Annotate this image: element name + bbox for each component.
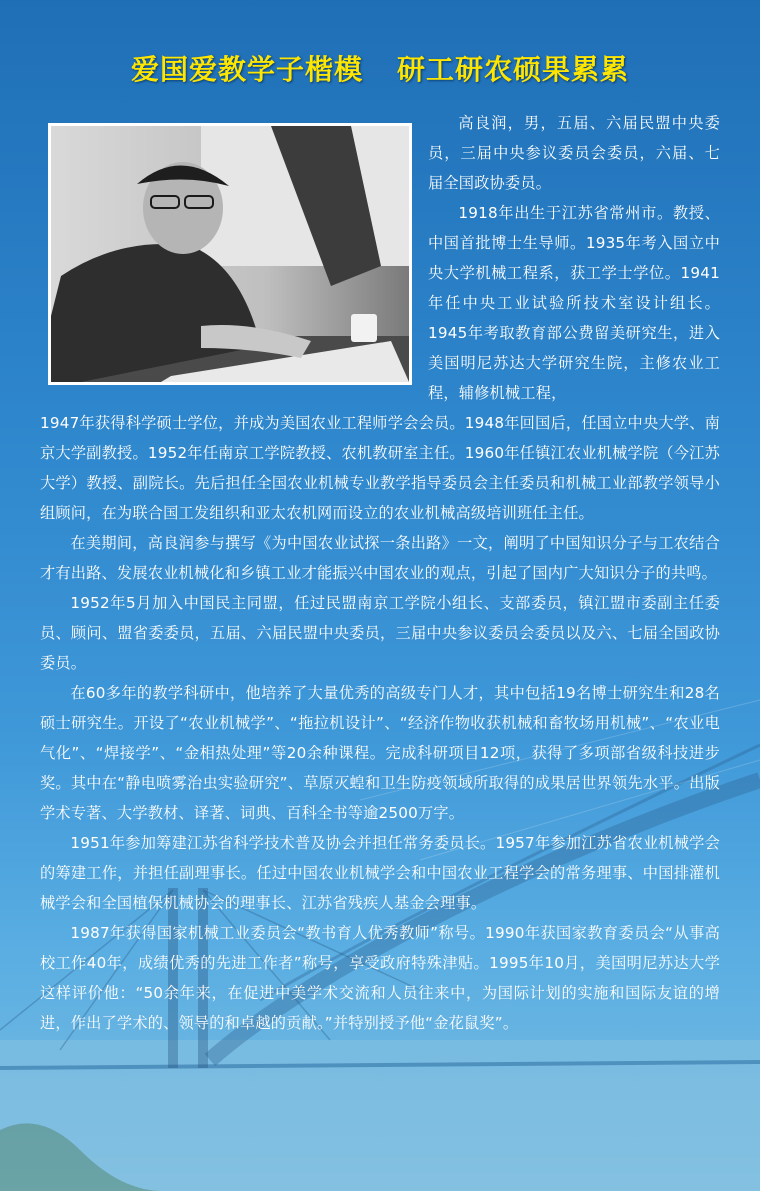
paragraph-3: 在美期间，高良润参与撰写《为中国农业试探一条出路》一文，阐明了中国知识分子与工农结合才有出路、发展农业机械化和乡镇工业才能振兴中国农业的观点，引起了国内广大知识分子的共鸣。	[40, 534, 720, 582]
portrait-photo	[48, 123, 412, 385]
intro-text	[428, 108, 720, 408]
biography-text	[40, 408, 720, 1038]
portrait-image	[51, 126, 409, 382]
title-part-2: 研工研农硕果累累	[397, 53, 630, 86]
paragraph-2-continued: 1947年获得科学硕士学位，并成为美国农业工程师学会会员。1948年回国后，任国立中央大学、南京大学副教授。1952年任南京工学院教授、农机教研室主任。1960年任镇江农业机械学院（今江苏大学）教授、副院长。先后担任全国农业机械专业教学指导委员会主任委员和机械工业部教学领导小组顾问，在为联合国工发组织和亚太农机网而设立的农业机械高级培训班任主任。	[40, 414, 720, 522]
paragraph-5: 在60多年的教学科研中，他培养了大量优秀的高级专门人才，其中包括19名博士研究生和28名硕士研究生。开设了“农业机械学”、“拖拉机设计”、“经济作物收获机械和畜牧场用机械”、“农业电气化”、“焊接学”、“金相热处理”等20余种课程。完成科研项目12项，获得了多项部省级科技进步奖。其中在“静电喷雾治虫实验研究”、草原灭蝗和卫生防疫领域所取得的成果居世界领先水平。出版学术专著、大学教材、译著、词典、百科全书等逾2500万字。	[40, 684, 720, 822]
intro-paragraph-2: 1918年出生于江苏省常州市。教授、中国首批博士生导师。1935年考入国立中央大学机械工程系，获工学士学位。1941年任中央工业试验所技术室设计组长。1945年考取教育部公费留美研究生，进入美国明尼苏达大学研究生院，主修农业工程，辅修机械工程，	[428, 204, 720, 402]
paragraph-4: 1952年5月加入中国民主同盟，任过民盟南京工学院小组长、支部委员，镇江盟市委副主任委员、顾问、盟省委委员，五届、六届民盟中央委员，三届中央参议委员会委员以及六、七届全国政协委员。	[40, 594, 720, 672]
title-part-1: 爱国爱教学子楷模	[130, 53, 363, 86]
intro-paragraph-1: 高良润，男，五届、六届民盟中央委员，三届中央参议委员会委员，六届、七届全国政协委员。	[428, 114, 720, 192]
paragraph-6: 1951年参加筹建江苏省科学技术普及协会并担任常务委员长。1957年参加江苏省农业机械学会的筹建工作，并担任副理事长。任过中国农业机械学会和中国农业工程学会的常务理事、中国排灌机械学会和全国植保机械协会的理事长、江苏省残疾人基金会理事。	[40, 834, 720, 912]
page-title	[0, 48, 760, 88]
paragraph-7: 1987年获得国家机械工业委员会“教书育人优秀教师”称号。1990年获国家教育委员会“从事高校工作40年，成绩优秀的先进工作者”称号，享受政府特殊津贴。1995年10月，美国明尼苏达大学这样评价他：“50余年来，在促进中美学术交流和人员往来中，为国际计划的实施和国际友谊的增进，作出了学术的、领导的和卓越的贡献。”并特别授予他“金花鼠奖”。	[40, 924, 720, 1032]
